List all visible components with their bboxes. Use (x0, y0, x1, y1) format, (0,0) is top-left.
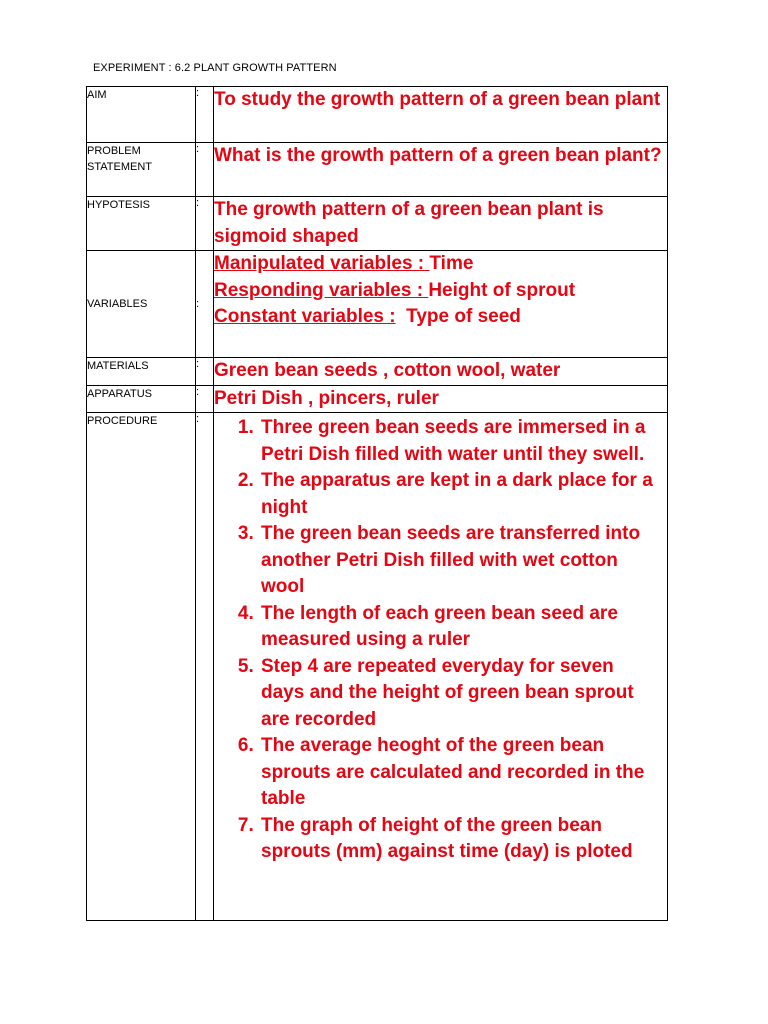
row-hypothesis (87, 197, 668, 251)
hypothesis-label: HYPOTESIS (87, 197, 196, 251)
apparatus-text: Petri Dish , pincers, ruler (214, 385, 668, 413)
aim-label: AIM (87, 87, 196, 143)
procedure-label: PROCEDURE (87, 413, 196, 921)
problem-label-line1: PROBLEM (87, 145, 141, 157)
problem-label-line2: STATEMENT (87, 161, 152, 173)
procedure-step: 5. Step 4 are repeated everyday for seven days and the height of green bean sprout are recorded (259, 654, 659, 734)
manipulated-variable-label: Manipulated variables : (214, 253, 425, 274)
responding-variable-value: Height of sprout (428, 279, 576, 301)
apparatus-label: APPARATUS (87, 385, 196, 413)
responding-variable-label: Responding variables : (214, 279, 424, 301)
procedure-steps-list (214, 415, 659, 866)
variables-label: VARIABLES (87, 251, 196, 358)
row-problem-statement (87, 143, 668, 197)
apparatus-colon: : (196, 385, 214, 413)
experiment-table (86, 86, 668, 921)
row-materials (87, 358, 668, 386)
constant-variable-value: Type of seed (406, 306, 521, 327)
aim-text: To study the growth pattern of a green bean plant (214, 87, 668, 143)
manipulated-variable-line (214, 251, 667, 278)
manipulated-variable-value: Time (429, 253, 474, 274)
procedure-step: 4. The length of each green bean seed are measured using a ruler (259, 601, 659, 654)
variables-colon: : (196, 251, 214, 358)
aim-colon: : (196, 87, 214, 143)
problem-statement-label (87, 143, 196, 197)
row-aim (87, 87, 668, 143)
constant-variable-label: Constant variables : (214, 306, 396, 327)
row-apparatus (87, 385, 668, 413)
procedure-content (214, 413, 668, 921)
row-procedure (87, 413, 668, 921)
hypothesis-colon: : (196, 197, 214, 251)
constant-variable-line (214, 304, 667, 331)
materials-label: MATERIALS (87, 358, 196, 386)
problem-statement-text: What is the growth pattern of a green bean plant? (214, 143, 668, 197)
procedure-colon: : (196, 413, 214, 921)
procedure-step: 3. The green bean seeds are transferred into another Petri Dish filled with wet cotton wool (259, 521, 659, 601)
materials-text: Green bean seeds , cotton wool, water (214, 358, 668, 386)
procedure-step: 7. The graph of height of the green bean sprouts (mm) against time (day) is ploted (259, 813, 659, 866)
responding-variable-line (214, 278, 667, 305)
procedure-step: 1. Three green bean seeds are immersed in a Petri Dish filled with water until they swell. (259, 415, 659, 468)
problem-colon: : (196, 143, 214, 197)
row-variables (87, 251, 668, 358)
hypothesis-text: The growth pattern of a green bean plant is sigmoid shaped (214, 197, 668, 251)
variables-content (214, 251, 668, 358)
procedure-step: 6. The average heoght of the green bean sprouts are calculated and recorded in the table (259, 733, 659, 813)
page-title: EXPERIMENT : 6.2 PLANT GROWTH PATTERN (93, 62, 337, 74)
procedure-step: 2. The apparatus are kept in a dark place for a night (259, 468, 659, 521)
materials-colon: : (196, 358, 214, 386)
